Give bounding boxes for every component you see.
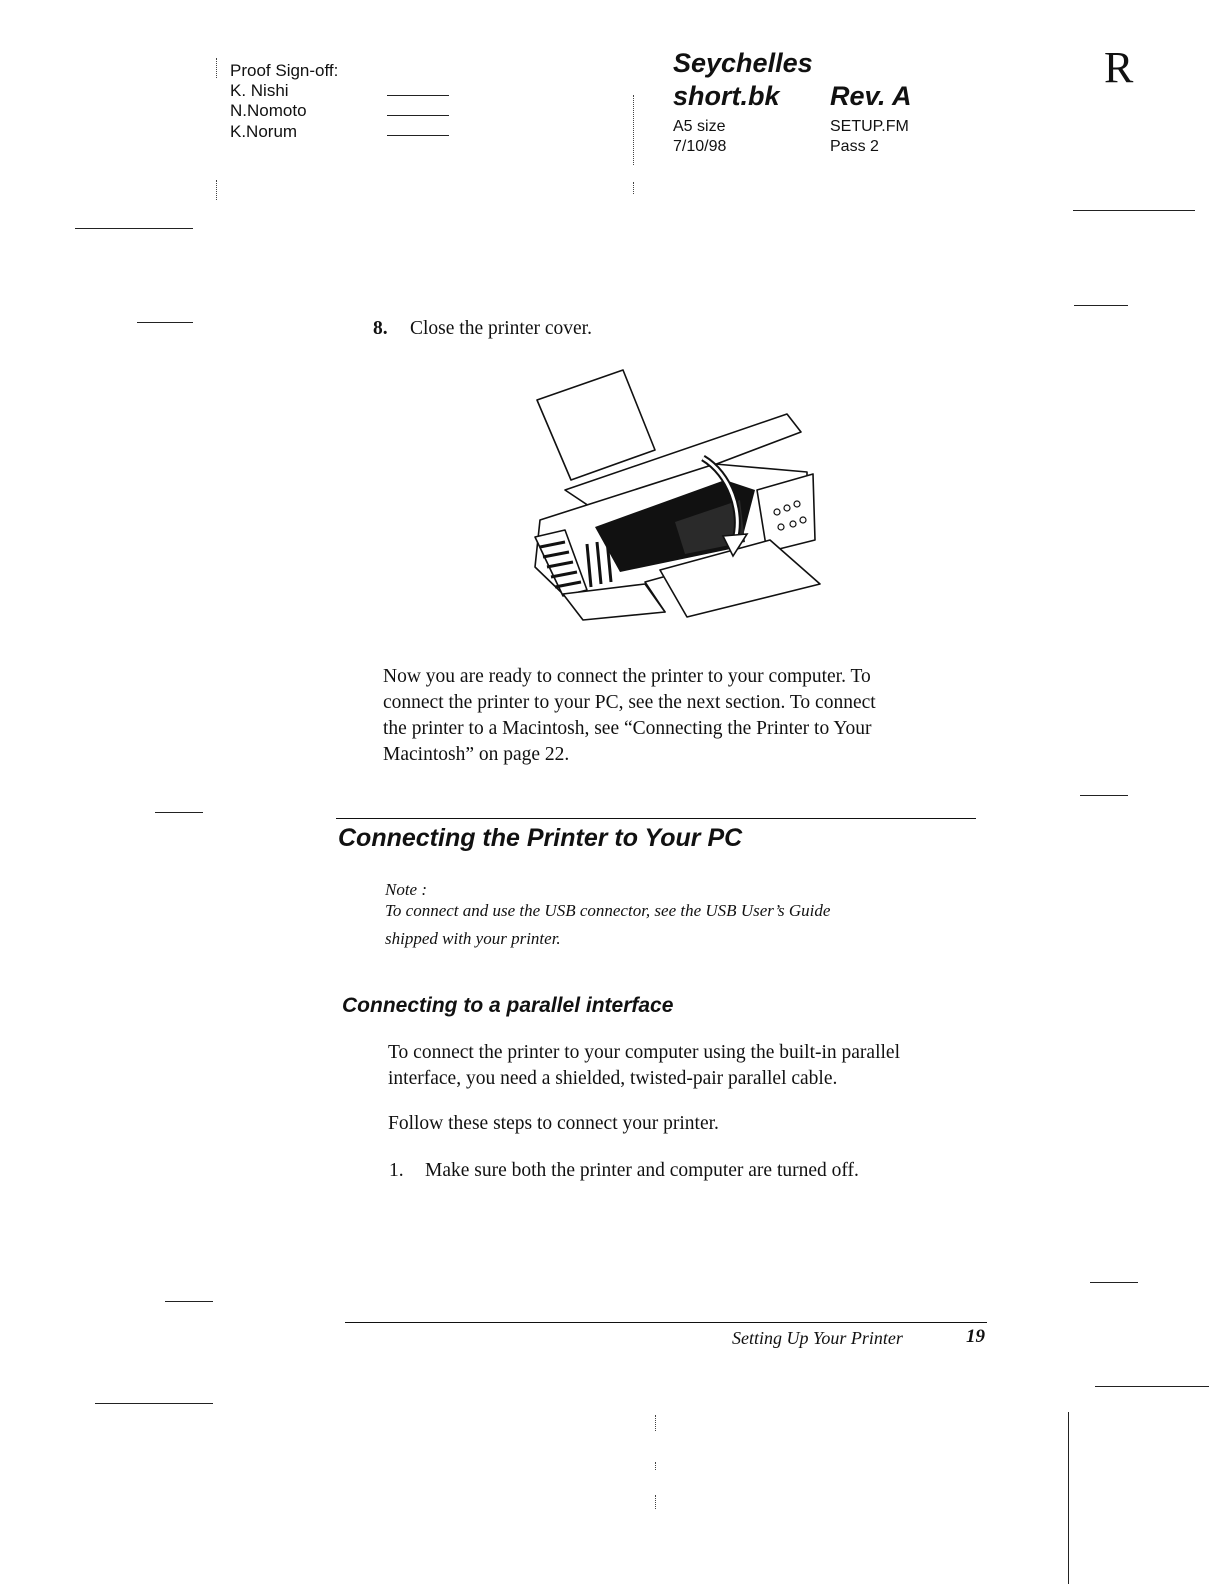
subsection-heading: Connecting to a parallel interface	[342, 994, 674, 1017]
margin-mark	[137, 322, 193, 323]
dotted-guide	[655, 1495, 656, 1509]
steps-intro: Follow these steps to connect your printer.	[388, 1113, 719, 1134]
doc-date: 7/10/98	[673, 138, 727, 155]
footer-section-title: Setting Up Your Printer	[732, 1328, 903, 1348]
step-number: 8.	[373, 318, 388, 339]
signature-line-3	[387, 135, 449, 136]
proof-signoff-title: Proof Sign-off:	[230, 61, 339, 80]
step-number: 1.	[389, 1160, 404, 1181]
dotted-guide	[655, 1415, 656, 1431]
intro-line-4: Macintosh” on page 22.	[383, 744, 570, 765]
proof-name-2: N.Nomoto	[230, 101, 307, 120]
margin-mark	[75, 228, 193, 229]
book-file: short.bk	[673, 81, 780, 111]
dotted-guide	[655, 1462, 656, 1470]
dotted-guide	[633, 95, 634, 165]
section-heading: Connecting the Printer to Your PC	[338, 824, 743, 852]
corner-letter: R	[1104, 43, 1134, 92]
footer-rule	[345, 1322, 987, 1323]
dotted-guide	[633, 182, 634, 194]
signature-line-1	[387, 95, 449, 96]
margin-mark	[95, 1403, 213, 1404]
page-number: 19	[966, 1326, 985, 1347]
intro-line-3: the printer to a Macintosh, see “Connecting the Printer to Your	[383, 718, 872, 739]
margin-mark	[1074, 305, 1128, 306]
revision: Rev. A	[830, 81, 912, 111]
margin-mark	[155, 812, 203, 813]
section-rule	[336, 818, 976, 819]
page-size: A5 size	[673, 118, 726, 135]
dotted-guide	[216, 58, 217, 78]
margin-mark	[1080, 795, 1128, 796]
step-text: Make sure both the printer and computer are turned off.	[425, 1160, 859, 1181]
note-label: Note :	[385, 880, 428, 899]
proof-name-3: K.Norum	[230, 122, 298, 141]
proof-pass: Pass 2	[830, 138, 879, 155]
source-file: SETUP.FM	[830, 118, 909, 135]
margin-mark	[1095, 1386, 1209, 1387]
note-line-1: To connect and use the USB connector, see the USB User’s Guide	[385, 901, 831, 920]
signature-line-2	[387, 115, 449, 116]
step-text: Close the printer cover.	[410, 318, 592, 339]
printer-illustration	[525, 362, 835, 632]
margin-mark	[1068, 1412, 1069, 1584]
book-name: Seychelles	[673, 48, 813, 78]
proof-name-1: K. Nishi	[230, 81, 289, 100]
para-line-2: interface, you need a shielded, twisted-pair parallel cable.	[388, 1068, 838, 1089]
para-line-1: To connect the printer to your computer using the built-in parallel	[388, 1042, 900, 1063]
intro-line-1: Now you are ready to connect the printer to your computer. To	[383, 666, 871, 687]
margin-mark	[1073, 210, 1195, 211]
margin-mark	[1090, 1282, 1138, 1283]
intro-line-2: connect the printer to your PC, see the next section. To connect	[383, 692, 876, 713]
margin-mark	[165, 1301, 213, 1302]
dotted-guide	[216, 180, 217, 200]
note-line-2: shipped with your printer.	[385, 929, 561, 948]
